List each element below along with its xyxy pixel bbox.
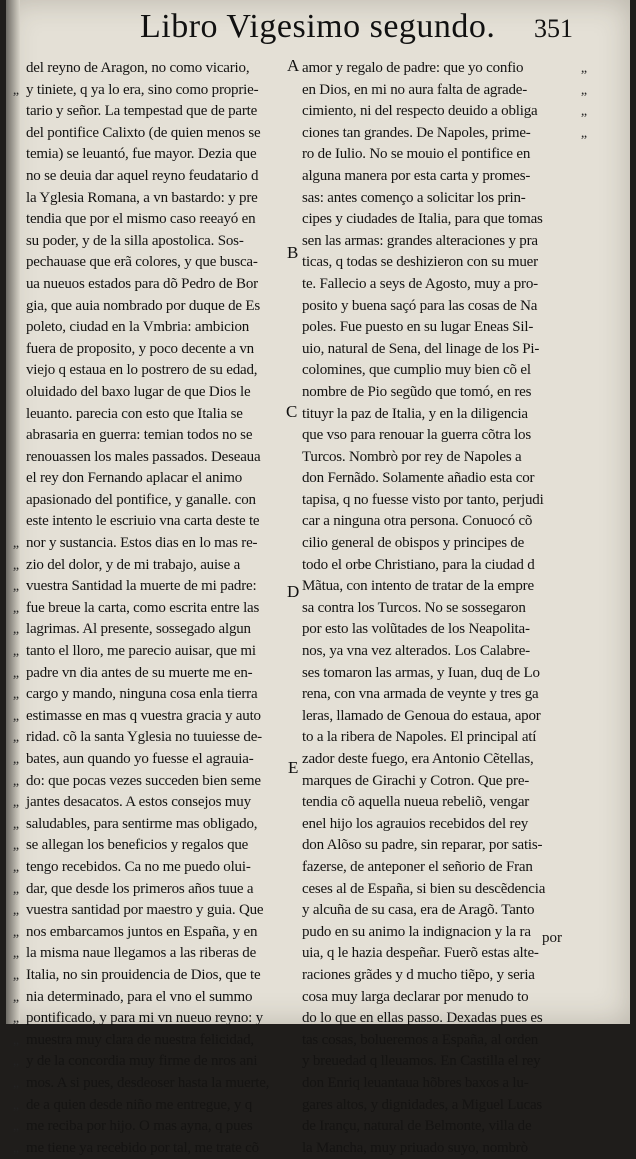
quote-mark — [574, 231, 594, 253]
text-line: vuestra santidad por maestro y guia. Que — [26, 902, 264, 919]
text-line: enel hijo los agrauios recebidos del rey — [302, 815, 529, 832]
quote-mark: „ — [12, 838, 20, 854]
catchword: por — [542, 930, 562, 946]
text-line: sas: antes començo a solicitar los prin- — [302, 189, 526, 206]
quote-mark — [574, 663, 594, 685]
text-line: ciones tan grandes. De Napoles, prime- — [302, 124, 531, 141]
quote-mark — [8, 360, 24, 382]
quote-mark — [8, 123, 24, 145]
quote-mark — [8, 58, 24, 80]
quote-mark — [8, 166, 24, 188]
quote-mark: „ — [12, 665, 20, 681]
quote-mark — [574, 1051, 594, 1073]
quote-mark: „ — [12, 989, 20, 1005]
quote-mark — [8, 382, 24, 404]
text-line: todo el orbe Christiano, para la ciudad d — [302, 556, 535, 573]
text-line: nos, ya vna vez alterados. Los Calabre- — [302, 643, 530, 660]
text-line: del reyno de Aragon, no como vicario, — [26, 60, 250, 76]
text-line: estimasse en mas q vuestra gracia y auto — [26, 707, 261, 724]
quote-mark — [574, 296, 594, 318]
quote-mark — [8, 490, 24, 512]
text-line: por esto las volũtades de los Neapolita- — [302, 621, 530, 638]
quote-mark — [574, 987, 594, 1009]
quote-mark — [574, 468, 594, 490]
text-line: car a ninguna otra persona. Conuocó cõ — [302, 513, 533, 530]
text-line: amor y regalo de padre: que yo confio — [302, 60, 524, 76]
quote-mark — [574, 511, 594, 533]
running-title: Libro Vigesimo segundo. — [140, 8, 496, 45]
text-line: tas cosas, bolueremos a España, al orden — [302, 1031, 539, 1048]
text-line: ridad. cõ la santa Yglesia no tuuiesse de- — [26, 729, 262, 746]
text-line: renouassen los males passados. Deseaua — [26, 448, 261, 465]
text-line: mos. A si pues, desdeoser hasta la muerte, — [26, 1074, 270, 1091]
quote-mark — [574, 576, 594, 598]
quote-mark: „ — [12, 1097, 20, 1113]
text-line: marques de Girachi y Cotron. Que pre- — [302, 772, 530, 789]
text-line: la Mancha, muy priuado suyo, nombrò — [302, 1139, 528, 1156]
quote-mark — [8, 339, 24, 361]
quote-mark: „ — [580, 61, 588, 76]
text-line: viejo q estaua en lo postrero de su edad, — [26, 362, 258, 379]
book-page — [6, 0, 630, 1156]
text-line: alguna manera por esta carta y promes- — [302, 167, 531, 184]
text-line: don Fernãdo. Solamente añadio esta cor — [302, 470, 535, 487]
text-line: tengo recebidos. Ca no me puedo olui- — [26, 858, 251, 875]
text-line: me tiene ya recebido por tal, me trate cõ — [26, 1139, 259, 1156]
text-line: ses tomaron las armas, y Iuan, duq de Lo — [302, 664, 540, 681]
text-line: apasionado del pontifice, y ganalle. con — [26, 491, 256, 508]
text-line: raciones grãdes y d mucho tiẽpo, y seria — [302, 966, 535, 983]
quote-mark: „ — [12, 708, 20, 724]
quote-mark — [574, 922, 594, 944]
quote-mark — [8, 425, 24, 447]
quote-mark — [574, 404, 594, 426]
quote-mark — [574, 339, 594, 361]
text-line: y alcuña de su casa, era de Aragõ. Tanto — [302, 902, 535, 919]
quote-mark — [574, 706, 594, 728]
text-line: dar, que desde los primeros años tuue a — [26, 880, 254, 897]
quote-mark — [8, 144, 24, 166]
quote-mark — [574, 1095, 594, 1117]
text-line: leras, llamado de Genoua do estaua, apor — [302, 707, 541, 724]
quote-mark: „ — [12, 967, 20, 983]
quote-mark: „ — [12, 924, 20, 940]
quote-mark — [574, 382, 594, 404]
text-line: don Alõso su padre, sin reparar, por satis- — [302, 837, 543, 854]
section-letter-a: A — [287, 56, 300, 75]
text-line: ua nueuos estados para dõ Pedro de Bor — [26, 275, 258, 292]
quote-mark — [574, 1138, 594, 1159]
text-line: tendia cõ aquella nueua rebeliõ, vengar — [302, 794, 530, 811]
text-line: me reciba por hijo. O mas ayna, q pues — [26, 1118, 253, 1135]
quote-mark: „ — [580, 82, 588, 98]
quote-mark — [574, 727, 594, 749]
text-line: uio, natural de Sena, del linage de los Pi- — [302, 340, 540, 357]
text-line: nor y sustancia. Estos dias en lo mas re- — [26, 535, 258, 552]
text-line: tapisa, q no fuesse visto por tanto, perjudi — [302, 491, 544, 508]
text-line: oluidado del baxo lugar de que Dios le — [26, 383, 251, 400]
text-line: rena, con vna armada de veynte y tres ga — [302, 686, 539, 703]
text-line: fue breue la carta, como escrita entre las — [26, 599, 260, 616]
quote-mark — [574, 555, 594, 577]
quote-mark: „ — [12, 536, 20, 552]
quote-mark — [8, 252, 24, 274]
text-line: poles. Fue puesto en su lugar Eneas Sil- — [302, 319, 534, 336]
text-line: tituyr la paz de Italia, y en la diligencia — [302, 405, 528, 422]
quote-mark — [574, 360, 594, 382]
quote-mark: „ — [12, 1075, 20, 1091]
text-line: poleto, ciudad en la Vmbria: ambicion — [26, 319, 250, 336]
quote-mark — [574, 792, 594, 814]
quote-mark: „ — [12, 773, 20, 789]
quote-mark — [574, 274, 594, 296]
text-line: padre vn dia antes de su muerte me en- — [26, 664, 253, 681]
text-line: vuestra Santidad la muerte de mi padre: — [26, 578, 257, 595]
text-line: y breuedad q lleuamos. En Castilla el rey — [302, 1053, 541, 1070]
text-line: tendia que por el mismo caso reeayó en — [26, 211, 256, 228]
quote-mark — [8, 468, 24, 490]
quote-mark: „ — [12, 816, 20, 832]
quote-mark: „ — [580, 125, 588, 141]
quote-mark — [574, 857, 594, 879]
quote-mark — [8, 317, 24, 339]
text-line: este intento le escriuio vna carta deste te — [26, 513, 260, 530]
text-line: gares altos, y dignidades, a Miguel Lucas — [302, 1096, 543, 1113]
quote-mark: „ — [12, 600, 20, 616]
text-line: nia determinado, para el vno el summo — [26, 988, 253, 1005]
text-line: el rey don Fernando aplacar el animo — [26, 470, 243, 487]
text-line: bates, aun quando yo fuesse el agrauia- — [26, 751, 254, 767]
quote-mark: „ — [12, 730, 20, 746]
quote-mark — [574, 144, 594, 166]
text-line: tanto el lloro, me parecio auisar, que mi — [26, 643, 256, 660]
quote-mark — [574, 252, 594, 274]
quote-mark — [574, 965, 594, 987]
text-line: zador deste fuego, era Antonio Cẽtellas, — [302, 751, 534, 767]
text-line: pudo en su animo la indignacion y la ra — [302, 923, 531, 940]
text-line: de Irançu, natural de Belmonte, villa de — [302, 1118, 532, 1135]
right-quote-marks — [574, 58, 594, 1159]
text-line: muestra muy clara de nuestra felicidad, — [26, 1031, 254, 1048]
text-line: sa contra los Turcos. No se sossegaron — [302, 599, 526, 616]
text-line: ro de Iulio. No se mouio el pontifice en — [302, 146, 531, 163]
quote-mark: „ — [12, 622, 20, 638]
quote-mark — [574, 1008, 594, 1030]
quote-mark — [574, 598, 594, 620]
quote-mark — [574, 209, 594, 231]
text-line: ceses al de España, si bien su descẽdencia — [302, 880, 546, 897]
text-line: la Yglesia Romana, a vn bastardo: y pre — [26, 189, 258, 206]
right-text-column — [302, 58, 570, 1159]
quote-mark — [8, 447, 24, 469]
quote-mark: „ — [12, 82, 20, 98]
text-line: te. Fallecio a seys de Agosto, muy a pro- — [302, 275, 538, 292]
text-line: cimiento, ni del respecto deuido a obliga — [302, 103, 538, 120]
quote-mark: „ — [12, 1054, 20, 1070]
text-line: cilio general de obispos y principes de — [302, 535, 525, 552]
text-line: y tiniete, q ya lo era, sino como proprie- — [26, 81, 259, 98]
text-line: nos embarcamos juntos en España, y en — [26, 923, 258, 940]
text-line: abrasaria en guerra: temian todos no se — [26, 427, 253, 444]
text-line: sen las armas: grandes alteraciones y pra — [302, 232, 538, 249]
text-line: temia) se leuantó, fue mayor. Dezia que — [26, 146, 257, 163]
text-line: colomines, que cumplio muy bien cõ el — [302, 362, 531, 379]
text-line: Italia, no sin prouidencia de Dios, que te — [26, 966, 261, 983]
text-line: do: que pocas vezes succeden bien seme — [26, 772, 261, 789]
quote-mark: „ — [12, 557, 20, 573]
text-line: cosa muy larga declarar por menudo to — [302, 988, 529, 1005]
text-line: la misma naue llegamos a las riberas de — [26, 945, 257, 962]
quote-mark — [574, 166, 594, 188]
quote-mark: „ — [12, 1011, 20, 1027]
text-line: gia, que auia nombrado por duque de Es — [26, 297, 260, 314]
text-line: posito y buena saçó para las cosas de Na — [302, 297, 538, 314]
text-line: nombre de Pio segũdo que tomó, en res — [302, 383, 532, 400]
text-line: Mãtua, con intento de tratar de la empre — [302, 578, 534, 595]
text-line: saludables, para sentirme mas obligado, — [26, 815, 258, 832]
quote-mark: „ — [12, 1032, 20, 1048]
text-line: y de la concordia muy firme de nros ani — [26, 1053, 258, 1070]
quote-mark — [574, 1030, 594, 1052]
left-text-column — [26, 58, 288, 1159]
quote-mark — [574, 619, 594, 641]
text-line: do lo que en ellas passo. Dexadas pues es — [302, 1010, 543, 1027]
text-line: fazerse, de anteponer el señorio de Fran — [302, 858, 533, 875]
text-line: pechauase que erã colores, y que busca- — [26, 254, 258, 271]
text-line: se allegan los beneficios y regalos que — [26, 837, 249, 854]
text-line: pontificado, y para mi vn nueuo reyno: y — [26, 1010, 263, 1027]
text-line: lagrimas. Al presente, sossegado algun — [26, 621, 251, 638]
section-letter-d: D — [287, 582, 300, 601]
quote-mark — [574, 425, 594, 447]
quote-mark: „ — [12, 881, 20, 897]
quote-mark — [8, 101, 24, 123]
quote-mark — [574, 879, 594, 901]
text-line: tario y señor. La tempestad que de parte — [26, 103, 258, 120]
text-line: que vso para renouar la guerra cõtra los — [302, 427, 531, 444]
folio-number: 351 — [534, 14, 573, 43]
quote-mark — [574, 447, 594, 469]
quote-mark: „ — [12, 752, 20, 767]
quote-mark — [574, 641, 594, 663]
section-letter-c: C — [286, 402, 298, 421]
quote-mark — [574, 814, 594, 836]
quote-mark: „ — [12, 946, 20, 962]
quote-mark — [574, 317, 594, 339]
quote-mark — [8, 274, 24, 296]
quote-mark — [574, 1073, 594, 1095]
text-line: de a quien desde niño me entregue, y q — [26, 1096, 253, 1113]
quote-mark — [574, 1116, 594, 1138]
quote-mark — [574, 188, 594, 210]
text-line: cargo y mando, ninguna cosa enla tierra — [26, 686, 258, 703]
quote-mark: „ — [12, 859, 20, 875]
text-line: su poder, y de la silla apostolica. Sos- — [26, 232, 244, 249]
text-line: del pontifice Calixto (de quien menos se — [26, 124, 261, 141]
quote-mark — [8, 231, 24, 253]
text-line: jantes desacatos. A estos consejos muy — [26, 794, 251, 811]
left-quote-marks — [8, 58, 24, 1159]
text-line: uia, q le hazia despeñar. Fuerõ estas alte- — [302, 945, 539, 962]
quote-mark — [574, 533, 594, 555]
text-line: en Dios, en mi no aura falta de agrade- — [302, 81, 528, 98]
text-line: leuanto. parecia con esto que Italia se — [26, 405, 243, 422]
text-line: fuera de proposito, y poco decente a vn — [26, 340, 254, 357]
section-letter-e: E — [288, 758, 299, 777]
quote-mark — [8, 209, 24, 231]
text-line: Turcos. Nombrò por rey de Napoles a — [302, 448, 522, 465]
quote-mark — [574, 749, 594, 771]
quote-mark — [8, 188, 24, 210]
quote-mark — [574, 490, 594, 512]
quote-mark: „ — [12, 687, 20, 703]
quote-mark: „ — [12, 795, 20, 811]
quote-mark: „ — [12, 644, 20, 660]
quote-mark: „ — [12, 1140, 20, 1156]
text-line: don Enriq leuantaua hõbres baxos a lu- — [302, 1074, 529, 1091]
quote-mark: „ — [12, 1119, 20, 1135]
text-line: cipes y ciudades de Italia, para que tomas — [302, 211, 543, 228]
quote-mark: „ — [12, 903, 20, 919]
quote-mark — [574, 943, 594, 965]
quote-mark — [574, 900, 594, 922]
quote-mark — [574, 835, 594, 857]
quote-mark — [8, 404, 24, 426]
text-line: zio del dolor, y de mi trabajo, auise a — [26, 556, 241, 573]
quote-mark: „ — [12, 579, 20, 595]
section-letter-b: B — [287, 243, 299, 262]
text-line: to a la ribera de Napoles. El principal atí — [302, 729, 537, 746]
text-line: no se deuia dar aquel reyno feudatario d — [26, 167, 259, 184]
quote-mark — [574, 771, 594, 793]
quote-mark — [8, 296, 24, 318]
quote-mark: „ — [580, 104, 588, 120]
quote-mark — [8, 511, 24, 533]
quote-mark — [574, 684, 594, 706]
text-line: ticas, q todas se deshizieron con su muer — [302, 254, 538, 271]
